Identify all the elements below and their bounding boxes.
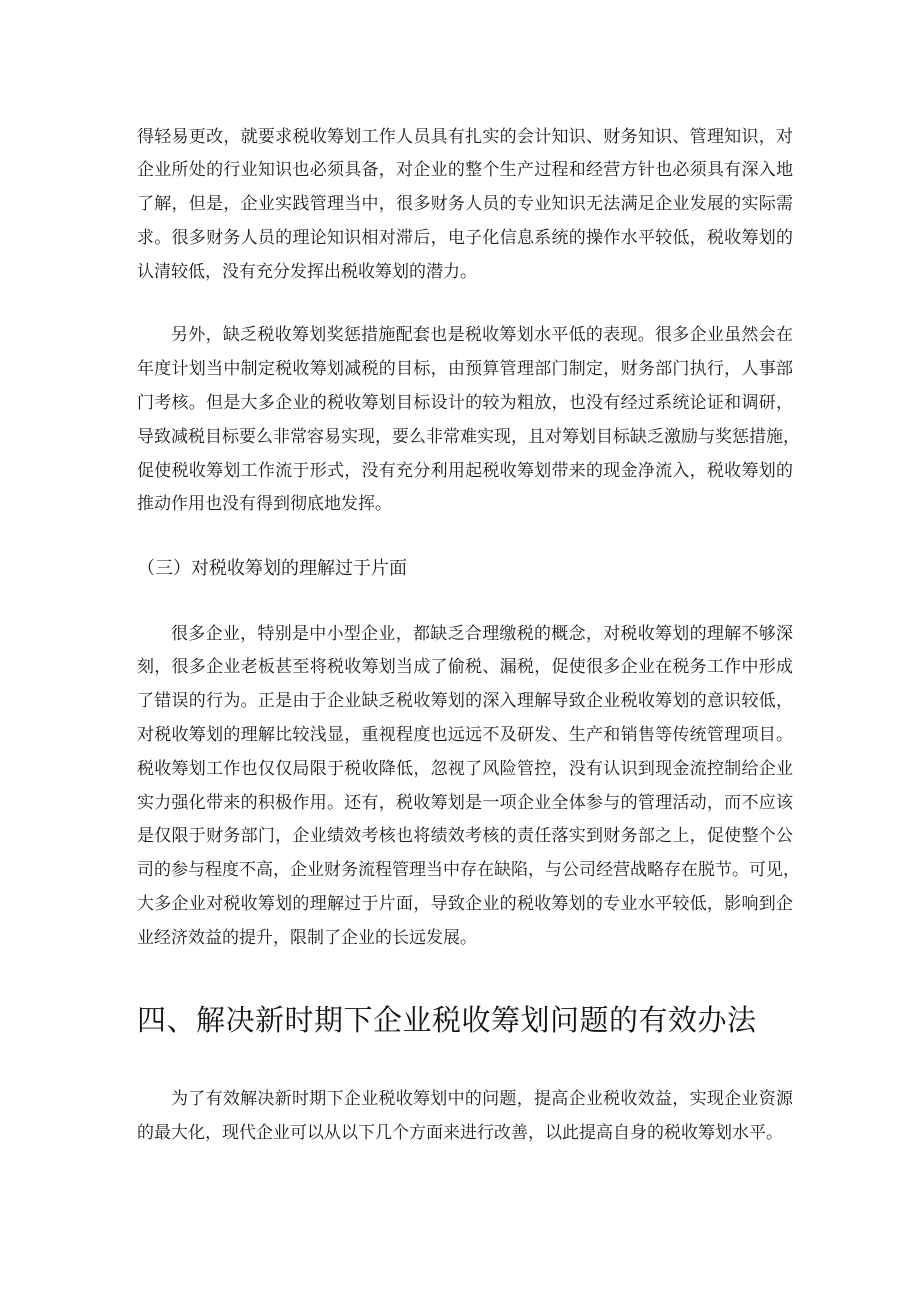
paragraph-line: 实力强化带来的积极作用。还有，税收筹划是一项企业全体参与的管理活动，而不应该 (137, 793, 793, 813)
paragraph-line: 为了有效解决新时期下企业税收筹划中的问题，提高企业税收效益，实现企业资源 (171, 1089, 793, 1109)
paragraph-line: 很多企业，特别是中小型企业，都缺乏合理缴税的概念，对税收筹划的理解不够深 (171, 624, 793, 644)
paragraph-line: 导致减税目标要么非常容易实现，要么非常难实现，且对筹划目标缺乏激励与奖惩措施， (137, 427, 800, 447)
section-heading-4: 四、解决新时期下企业税收筹划问题的有效办法 (137, 1003, 757, 1037)
paragraph-line: 促使税收筹划工作流于形式，没有充分利用起税收筹划带来的现金净流入，税收筹划的 (137, 461, 793, 481)
paragraph-line: 业经济效益的提升，限制了企业的长远发展。 (137, 928, 477, 948)
paragraph-line: 认清较低，没有充分发挥出税收筹划的潜力。 (137, 262, 477, 282)
subheading-3: （三）对税收筹划的理解过于片面 (137, 558, 407, 579)
paragraph-line: 了错误的行为。正是由于企业缺乏税收筹划的深入理解导致企业税收筹划的意识较低， (137, 691, 793, 711)
paragraph-line: 推动作用也没有得到彻底地发挥。 (137, 494, 392, 514)
paragraph-line: 另外，缺乏税收筹划奖惩措施配套也是税收筹划水平低的表现。很多企业虽然会在 (171, 325, 793, 345)
paragraph-line: 对税收筹划的理解比较浅显，重视程度也远远不及研发、生产和销售等传统管理项目。 (137, 725, 793, 745)
paragraph-line: 门考核。但是大多企业的税收筹划目标设计的较为粗放，也没有经过系统论证和调研， (137, 393, 793, 413)
paragraph-line: 司的参与程度不高，企业财务流程管理当中存在缺陷，与公司经营战略存在脱节。可见， (137, 860, 800, 880)
paragraph-line: 得轻易更改，就要求税收筹划工作人员具有扎实的会计知识、财务知识、管理知识，对 (137, 127, 793, 147)
paragraph-line: 年度计划当中制定税收筹划减税的目标，由预算管理部门制定，财务部门执行，人事部 (137, 359, 793, 379)
paragraph-line: 求。很多财务人员的理论知识相对滞后，电子化信息系统的操作水平较低，税收筹划的 (137, 228, 793, 248)
paragraph-line: 了解，但是，企业实践管理当中，很多财务人员的专业知识无法满足企业发展的实际需 (137, 194, 793, 214)
paragraph-line: 刻，很多企业老板甚至将税收筹划当成了偷税、漏税，促使很多企业在税务工作中形成 (137, 657, 793, 677)
paragraph-line: 是仅限于财务部门，企业绩效考核也将绩效考核的责任落实到财务部之上，促使整个公 (137, 826, 793, 846)
paragraph-line: 大多企业对税收筹划的理解过于片面，导致企业的税收筹划的专业水平较低，影响到企 (137, 894, 793, 914)
paragraph-line: 企业所处的行业知识也必须具备，对企业的整个生产过程和经营方针也必须具有深入地 (137, 160, 793, 180)
paragraph-line: 的最大化，现代企业可以从以下几个方面来进行改善，以此提高自身的税收筹划水平。 (137, 1123, 783, 1143)
paragraph-line: 税收筹划工作也仅仅局限于税收降低，忽视了风险管控，没有认识到现金流控制给企业 (137, 759, 793, 779)
